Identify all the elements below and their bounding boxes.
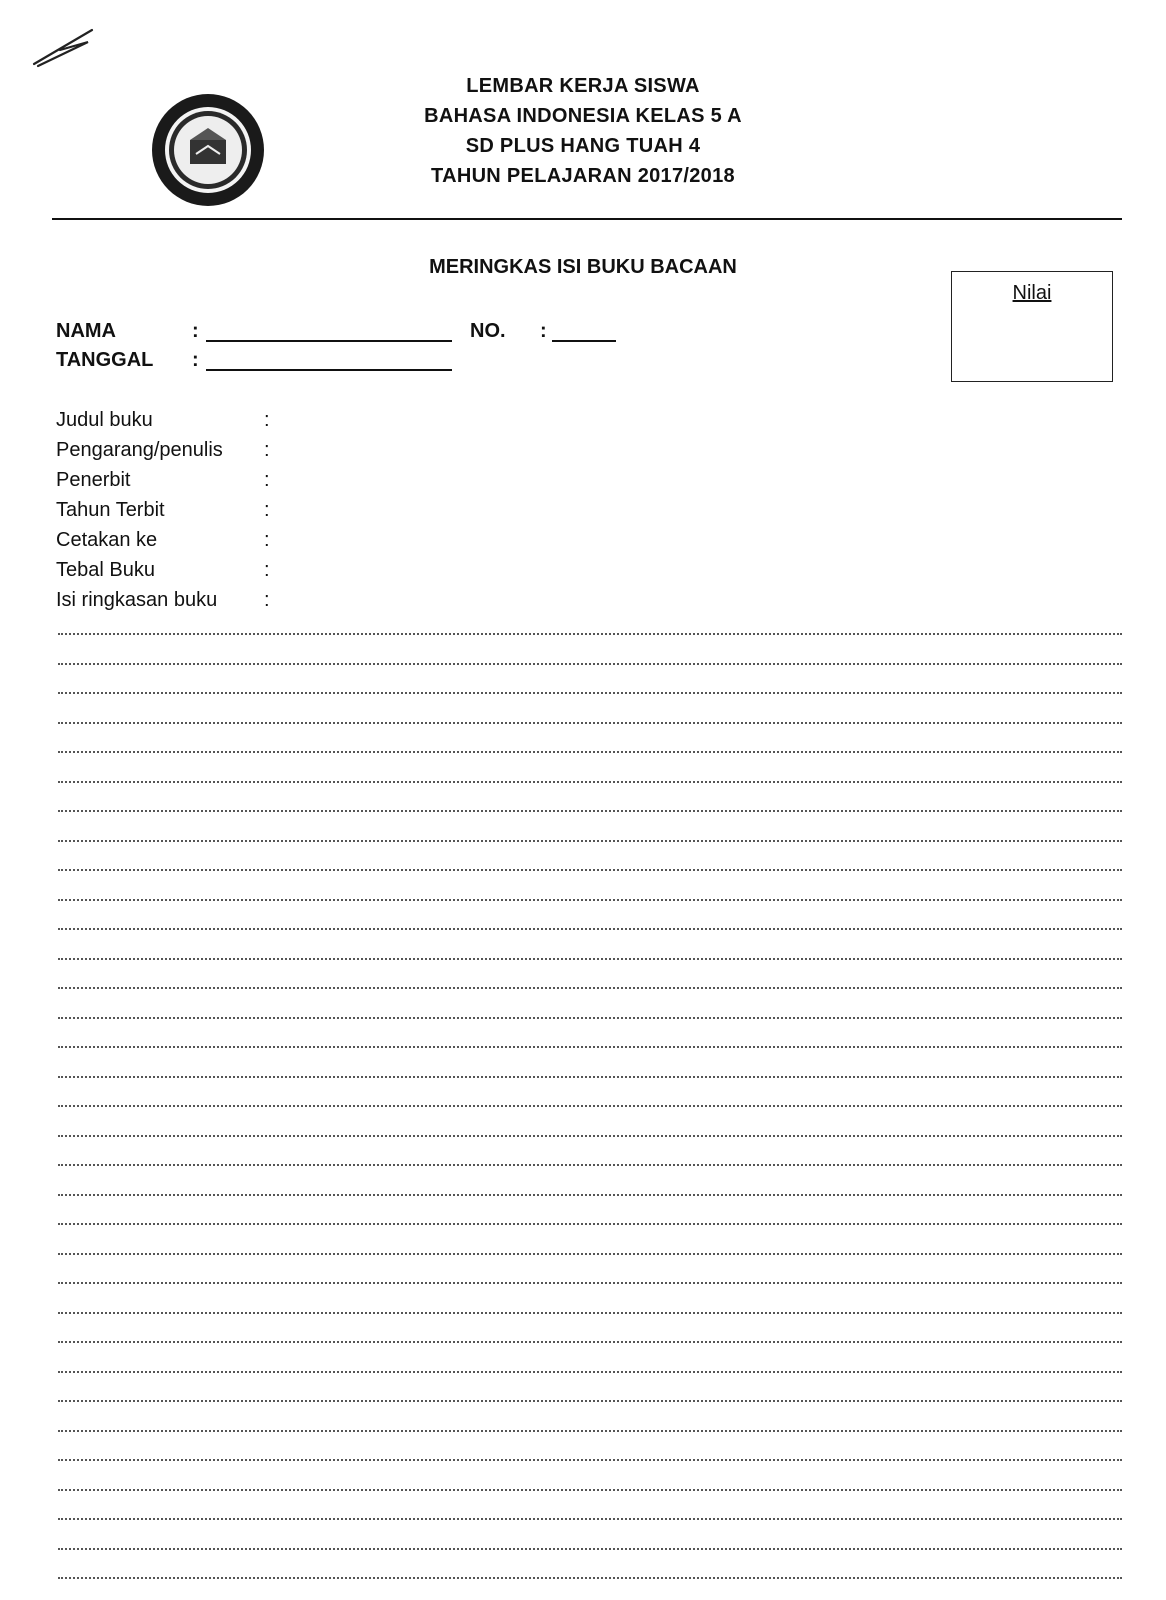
- field-colon: :: [264, 529, 270, 551]
- answer-line[interactable]: [58, 869, 1122, 871]
- field-colon: :: [264, 499, 270, 521]
- answer-line[interactable]: [58, 1253, 1122, 1255]
- answer-line[interactable]: [58, 987, 1122, 989]
- answer-line[interactable]: [58, 692, 1122, 694]
- answer-line[interactable]: [58, 781, 1122, 783]
- no-label: NO.: [470, 320, 506, 342]
- answer-line[interactable]: [58, 1105, 1122, 1107]
- answer-line[interactable]: [58, 633, 1122, 635]
- answer-line[interactable]: [58, 928, 1122, 930]
- answer-line[interactable]: [58, 1577, 1122, 1579]
- answer-line[interactable]: [58, 899, 1122, 901]
- answer-line[interactable]: [58, 1046, 1122, 1048]
- tanggal-label: TANGGAL: [56, 349, 154, 371]
- field-colon: :: [264, 439, 270, 461]
- field-judul-buku: Judul buku: [56, 409, 153, 431]
- header-line-4: TAHUN PELAJARAN 2017/2018: [431, 165, 735, 187]
- answer-line[interactable]: [58, 1548, 1122, 1550]
- header-line-3: SD PLUS HANG TUAH 4: [465, 135, 701, 157]
- tanggal-field[interactable]: [206, 369, 452, 371]
- answer-line[interactable]: [58, 840, 1122, 842]
- worksheet-title: MERINGKAS ISI BUKU BACAAN: [429, 256, 737, 278]
- score-label: Nilai: [1012, 282, 1052, 304]
- answer-line[interactable]: [58, 1312, 1122, 1314]
- answer-line[interactable]: [58, 1341, 1122, 1343]
- answer-line[interactable]: [58, 1430, 1122, 1432]
- answer-line[interactable]: [58, 1017, 1122, 1019]
- answer-line[interactable]: [58, 1489, 1122, 1491]
- field-colon: :: [264, 589, 270, 611]
- answer-line[interactable]: [58, 722, 1122, 724]
- pen-scribble-mark: [30, 20, 110, 70]
- no-colon: :: [540, 320, 547, 342]
- answer-line[interactable]: [58, 1400, 1122, 1402]
- field-colon: :: [264, 409, 270, 431]
- field-colon: :: [264, 469, 270, 491]
- header-divider: [52, 218, 1122, 220]
- answer-line[interactable]: [58, 958, 1122, 960]
- answer-line[interactable]: [58, 1223, 1122, 1225]
- answer-line[interactable]: [58, 1282, 1122, 1284]
- field-cetakan-ke: Cetakan ke: [56, 529, 158, 551]
- field-pengarang: Pengarang/penulis: [56, 439, 223, 461]
- answer-line[interactable]: [58, 1164, 1122, 1166]
- answer-line[interactable]: [58, 1135, 1122, 1137]
- field-tebal-buku: Tebal Buku: [56, 559, 155, 581]
- nama-colon: :: [192, 320, 199, 342]
- answer-line[interactable]: [58, 663, 1122, 665]
- answer-line[interactable]: [58, 751, 1122, 753]
- answer-line[interactable]: [58, 1518, 1122, 1520]
- answer-line[interactable]: [58, 810, 1122, 812]
- score-box[interactable]: [951, 271, 1113, 382]
- header-line-2: BAHASA INDONESIA KELAS 5 A: [424, 105, 742, 127]
- field-penerbit: Penerbit: [56, 469, 131, 491]
- answer-line[interactable]: [58, 1076, 1122, 1078]
- answer-line[interactable]: [58, 1194, 1122, 1196]
- answer-line[interactable]: [58, 1371, 1122, 1373]
- nama-field[interactable]: [206, 340, 452, 342]
- field-tahun-terbit: Tahun Terbit: [56, 499, 165, 521]
- header-line-1: LEMBAR KERJA SISWA: [466, 75, 700, 97]
- field-isi-ringkasan: Isi ringkasan buku: [56, 589, 218, 611]
- answer-line[interactable]: [58, 1459, 1122, 1461]
- field-colon: :: [264, 559, 270, 581]
- no-field[interactable]: [552, 340, 616, 342]
- tanggal-colon: :: [192, 349, 199, 371]
- nama-label: NAMA: [56, 320, 116, 342]
